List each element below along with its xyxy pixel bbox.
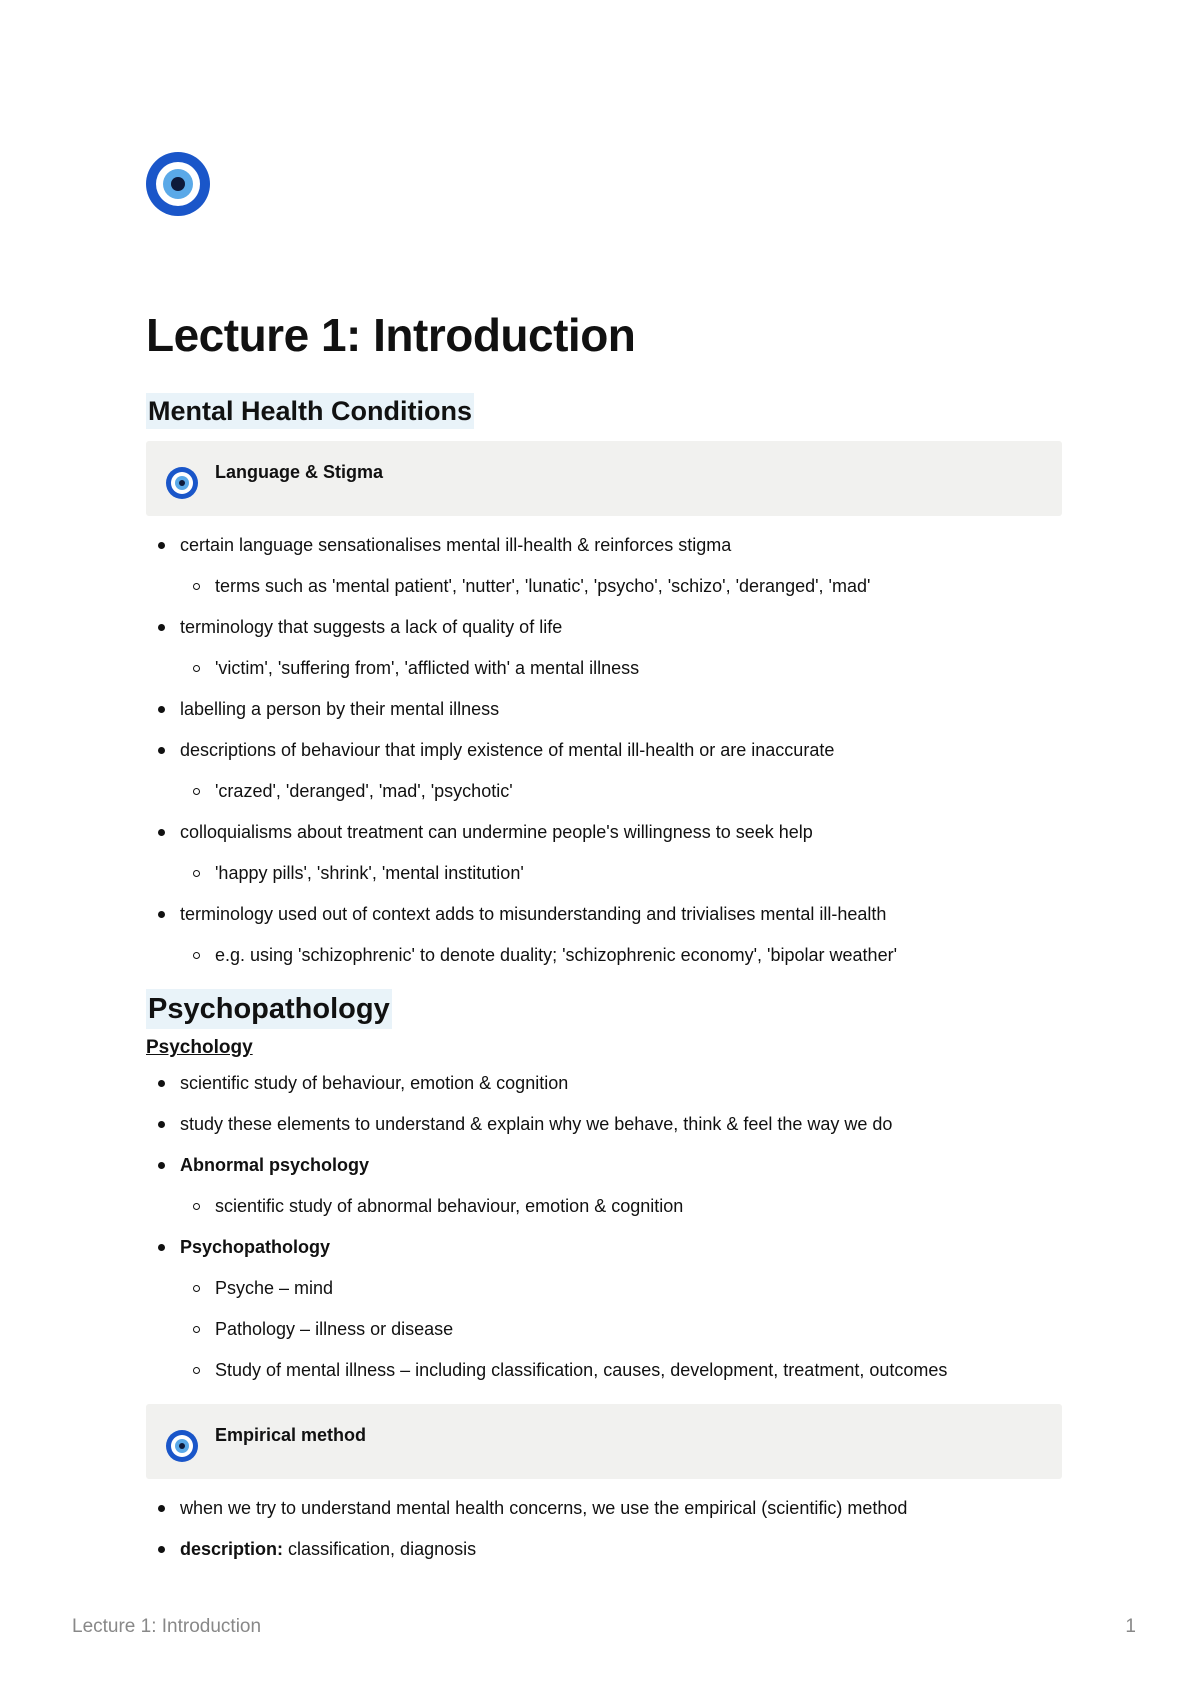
nazar-eye-icon xyxy=(166,467,198,499)
list-item: e.g. using 'schizophrenic' to denote duality; 'schizophrenic economy', 'bipolar weather' xyxy=(180,943,1062,967)
callout-title: Empirical method xyxy=(215,1425,367,1445)
list-item: descriptions of behaviour that imply existence of mental ill-health or are inaccurate 'crazed', 'deranged', 'mad', 'psychotic' xyxy=(146,738,1062,803)
subheading-psychology: Psychology xyxy=(146,1037,253,1058)
list-item: colloquialisms about treatment can undermine people's willingness to seek help 'happy pills', 'shrink', 'mental institution' xyxy=(146,820,1062,885)
list-item: 'crazed', 'deranged', 'mad', 'psychotic' xyxy=(180,779,1062,803)
page-title: Lecture 1: Introduction xyxy=(146,309,636,361)
nazar-eye-icon xyxy=(166,1430,198,1462)
callout-language-stigma xyxy=(146,441,1062,516)
list-item: Psychopathology Psyche – mind Pathology – illness or disease Study of mental illness – including classification, causes, development, treatment, outcomes xyxy=(146,1235,1062,1382)
list-item: Abnormal psychology scientific study of abnormal behaviour, emotion & cognition xyxy=(146,1153,1062,1218)
heading-psychopathology: Psychopathology xyxy=(146,989,392,1029)
heading-mental-health-conditions: Mental Health Conditions xyxy=(146,393,474,429)
list-item: 'victim', 'suffering from', 'afflicted with' a mental illness xyxy=(180,656,1062,680)
list-item: terminology used out of context adds to misunderstanding and trivialises mental ill-health e.g. using 'schizophrenic' to denote duality; 'schizophrenic economy', 'bipolar weather' xyxy=(146,902,1062,967)
footer-title: Lecture 1: Introduction xyxy=(72,1616,262,1637)
list-item: Pathology – illness or disease xyxy=(180,1317,1062,1341)
callout-empirical-method xyxy=(146,1404,1062,1479)
list-item: 'happy pills', 'shrink', 'mental institution' xyxy=(180,861,1062,885)
list-item: terms such as 'mental patient', 'nutter', 'lunatic', 'psycho', 'schizo', 'deranged', 'mad' xyxy=(180,574,1062,598)
list-item: study these elements to understand & explain why we behave, think & feel the way we do xyxy=(180,1114,893,1134)
language-stigma-list xyxy=(146,533,1062,967)
psychology-list xyxy=(146,1071,1062,1382)
list-item: labelling a person by their mental illness xyxy=(180,699,500,719)
list-item: scientific study of abnormal behaviour, emotion & cognition xyxy=(180,1194,1062,1218)
list-item: scientific study of behaviour, emotion & cognition xyxy=(180,1073,569,1093)
list-item: Psyche – mind xyxy=(180,1276,1062,1300)
list-item: description: classification, diagnosis xyxy=(180,1539,477,1559)
list-item: when we try to understand mental health concerns, we use the empirical (scientific) method xyxy=(180,1498,908,1518)
list-item: Study of mental illness – including classification, causes, development, treatment, outcomes xyxy=(180,1358,1062,1382)
list-item: terminology that suggests a lack of quality of life 'victim', 'suffering from', 'afflicted with' a mental illness xyxy=(146,615,1062,680)
page-number: 1 xyxy=(1125,1616,1136,1637)
empirical-method-list xyxy=(146,1496,1062,1561)
nazar-eye-icon xyxy=(146,152,210,216)
callout-title: Language & Stigma xyxy=(215,462,384,482)
list-item: certain language sensationalises mental ill-health & reinforces stigma terms such as 'mental patient', 'nutter', 'lunatic', 'psycho', 'schizo', 'deranged', 'mad' xyxy=(146,533,1062,598)
document-page xyxy=(146,152,1062,1561)
